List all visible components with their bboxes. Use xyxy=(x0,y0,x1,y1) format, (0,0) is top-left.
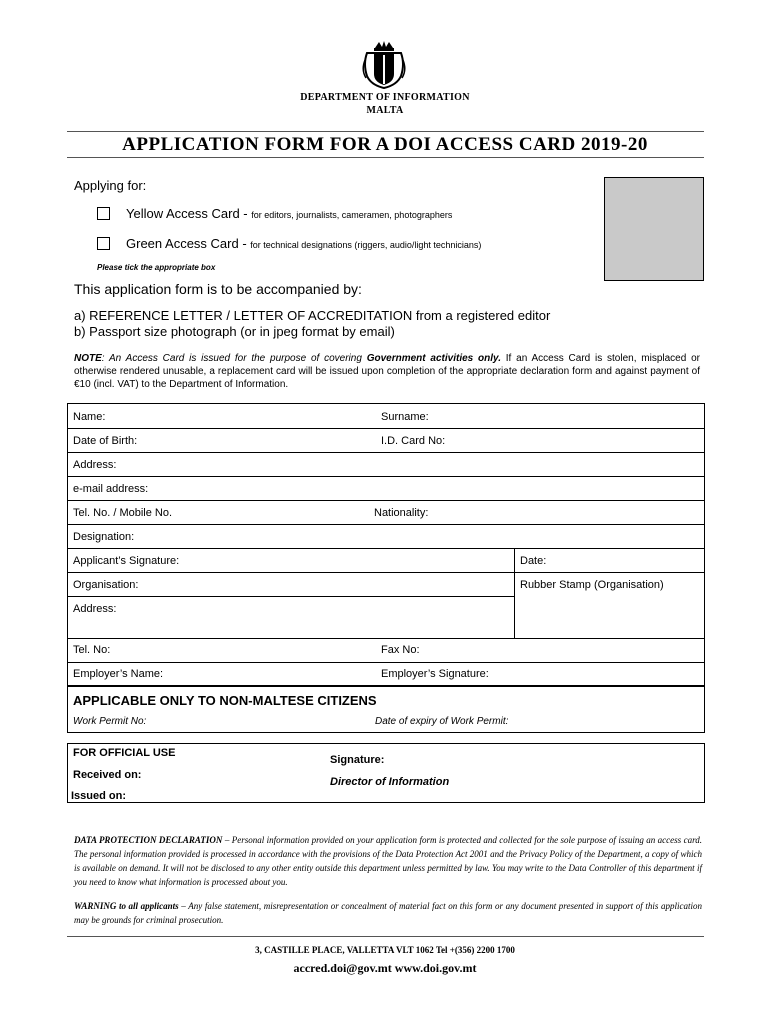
form-title: APPLICATION FORM FOR A DOI ACCESS CARD 2019-20 xyxy=(122,134,648,155)
nationality-field[interactable]: Nationality: xyxy=(374,507,429,519)
row-line xyxy=(68,524,704,525)
data-protection-lead: DATA PROTECTION DECLARATION xyxy=(74,835,223,845)
department-country: MALTA xyxy=(366,105,404,116)
column-line xyxy=(514,548,515,638)
row-line xyxy=(68,428,704,429)
note-lead: NOTE xyxy=(74,353,102,364)
issued-on-field[interactable]: Issued on: xyxy=(71,790,127,802)
photo-box xyxy=(604,177,704,281)
data-protection-declaration xyxy=(74,833,702,889)
name-field[interactable]: Name: xyxy=(73,411,106,423)
received-on-field[interactable]: Received on: xyxy=(73,769,142,781)
employer-signature-field[interactable]: Employer’s Signature: xyxy=(381,668,489,680)
official-signature-field[interactable]: Signature: xyxy=(330,754,385,766)
row-line xyxy=(68,572,704,573)
tel-field[interactable]: Tel. No: xyxy=(73,644,111,656)
tel-mobile-field[interactable]: Tel. No. / Mobile No. xyxy=(73,507,173,519)
access-card-note xyxy=(74,352,700,391)
green-card-checkbox[interactable] xyxy=(97,237,110,250)
id-card-field[interactable]: I.D. Card No: xyxy=(381,435,446,447)
warning-lead: WARNING to all applicants xyxy=(74,901,179,911)
employer-name-field[interactable]: Employer’s Name: xyxy=(73,668,164,680)
date-field[interactable]: Date: xyxy=(520,555,547,567)
permit-expiry-field[interactable]: Date of expiry of Work Permit: xyxy=(375,716,509,727)
note-bold: Government activities only. xyxy=(366,353,501,364)
note-text-1: : An Access Card is issued for the purpose of covering xyxy=(101,353,367,364)
surname-field[interactable]: Surname: xyxy=(381,411,429,423)
green-card-detail: for technical designations (riggers, audio/light technicians) xyxy=(250,240,482,250)
row-line xyxy=(68,500,704,501)
row-line xyxy=(68,452,704,453)
yellow-card-checkbox[interactable] xyxy=(97,207,110,220)
official-use-heading: FOR OFFICIAL USE xyxy=(73,747,176,759)
dob-field[interactable]: Date of Birth: xyxy=(73,435,138,447)
row-line xyxy=(68,596,514,597)
row-line xyxy=(68,548,704,549)
row-line xyxy=(68,638,704,639)
government-crest-icon xyxy=(361,40,407,90)
yellow-card-label: Yellow Access Card - xyxy=(126,206,252,221)
title-rule-top xyxy=(67,131,704,132)
email-field[interactable]: e-mail address: xyxy=(73,483,149,495)
official-use-section xyxy=(67,743,705,803)
green-card-label: Green Access Card - xyxy=(126,236,251,251)
organisation-field[interactable]: Organisation: xyxy=(73,579,139,591)
applying-label: Applying for: xyxy=(74,178,147,193)
accompanied-item-b: b) Passport size photograph (or in jpeg format by email) xyxy=(74,324,395,339)
green-card-option xyxy=(126,235,481,253)
applicant-signature-field[interactable]: Applicant’s Signature: xyxy=(73,555,180,567)
data-protection-text: – Personal information provided on your application form is protected and collected for the sole purpose of issuing an access card. The personal information provided is processed in accordance with the provisions of the Data Protection Act 2001 and the Privacy Policy of the Department, a copy of which is available on demand. It will not be disclosed to any other entity outside this department unless permitted by law. You may write to the Data Controller of this department if you need to know what information is processed about you. xyxy=(74,835,703,887)
fax-field[interactable]: Fax No: xyxy=(381,644,420,656)
org-address-field[interactable]: Address: xyxy=(73,603,117,615)
work-permit-field[interactable]: Work Permit No: xyxy=(73,716,147,727)
note-text-2: If an Access Card is stolen, misplaced or otherwise rendered unusable, a replacement card will be issued upon completion of the appropriate declaration form and against payment of €10 (incl. VAT) to the Department of Information. xyxy=(74,353,700,390)
address-field[interactable]: Address: xyxy=(73,459,117,471)
footer-contact: accred.doi@gov.mt www.doi.gov.mt xyxy=(293,961,477,975)
warning-notice xyxy=(74,899,702,927)
department-name xyxy=(0,91,770,117)
accompanied-item-a: a) REFERENCE LETTER / LETTER OF ACCREDITATION from a registered editor xyxy=(74,308,551,323)
footer-address: 3, CASTILLE PLACE, VALLETTA VLT 1062 Tel +(356) 2200 1700 xyxy=(255,945,515,955)
accompanied-label: This application form is to be accompanied by: xyxy=(74,281,362,297)
applicant-details-table xyxy=(67,403,705,686)
tick-hint: Please tick the appropriate box xyxy=(97,263,216,272)
yellow-card-option xyxy=(126,205,452,223)
yellow-card-detail: for editors, journalists, cameramen, photographers xyxy=(251,210,453,220)
rubber-stamp-box[interactable]: Rubber Stamp (Organisation) xyxy=(520,579,664,591)
non-maltese-section xyxy=(67,686,705,733)
designation-field[interactable]: Designation: xyxy=(73,531,135,543)
footer-rule xyxy=(67,936,704,937)
department-title: DEPARTMENT OF INFORMATION xyxy=(300,92,470,103)
title-rule-bottom xyxy=(67,157,704,158)
director-label: Director of Information xyxy=(330,776,450,788)
row-line xyxy=(68,476,704,477)
row-line xyxy=(68,662,704,663)
non-maltese-heading: APPLICABLE ONLY TO NON-MALTESE CITIZENS xyxy=(73,693,377,708)
warning-text: – Any false statement, misrepresentation or concealment of material fact on this form or any document presented in support of this application may be grounds for criminal prosecution. xyxy=(74,901,702,925)
